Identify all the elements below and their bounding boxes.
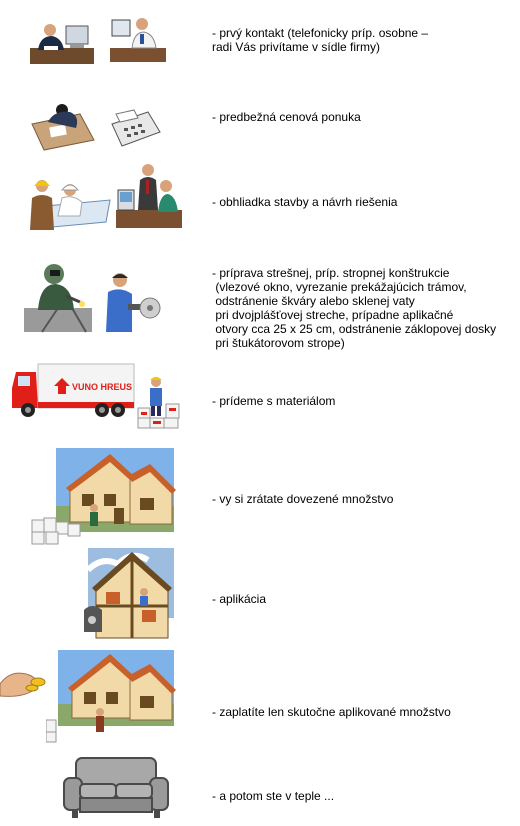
office-worker-computer-icon	[106, 14, 168, 66]
step-1-text: - prvý kontakt (telefonicky príp. osobne – radi Vás privítame v sídle firmy)	[212, 26, 429, 54]
truck-logo-text: VUNO HREUS	[72, 382, 133, 392]
builders-plans-icon	[26, 176, 112, 232]
hand-coins-icon	[0, 664, 48, 706]
businessman-phone-icon	[30, 20, 96, 66]
delivery-truck-icon	[10, 362, 136, 420]
step-4-text: - príprava strešnej, príp. stropnej konštrukcie (vlezové okno, vyrezanie prekážajúcich trámov, odstránenie škváry alebo sklenej vaty pri dvojplášťovej streche, prípadne aplikačné otvory cca 25 x 25 cm, odstránenie záklopovej dosky pri štukátorovom strope)	[212, 266, 497, 350]
welder-icon	[22, 260, 94, 334]
step-5-text: - prídeme s materiálom	[212, 394, 336, 408]
step-3-text: - obhliadka stavby a návrh riešenia	[212, 195, 398, 209]
calculator-icon	[108, 108, 162, 150]
meeting-computer-icon	[114, 160, 184, 232]
grinder-worker-icon	[102, 270, 164, 334]
worker-desk-icon	[30, 100, 98, 152]
step-9-text: - a potom ste v teple ...	[212, 789, 335, 803]
worker-material-bags-icon	[136, 374, 182, 430]
step-6-text: - vy si zrátate dovezené množstvo	[212, 492, 394, 506]
step-8-text: - zaplatíte len skutočne aplikované množstvo	[212, 705, 451, 719]
step-7-text: - aplikácia	[212, 592, 267, 606]
sofa-icon	[62, 754, 170, 820]
house-material-icon	[30, 446, 176, 550]
step-2-text: - predbežná cenová ponuka	[212, 110, 361, 124]
house-application-icon	[82, 546, 176, 642]
house-paid-icon	[46, 648, 176, 744]
